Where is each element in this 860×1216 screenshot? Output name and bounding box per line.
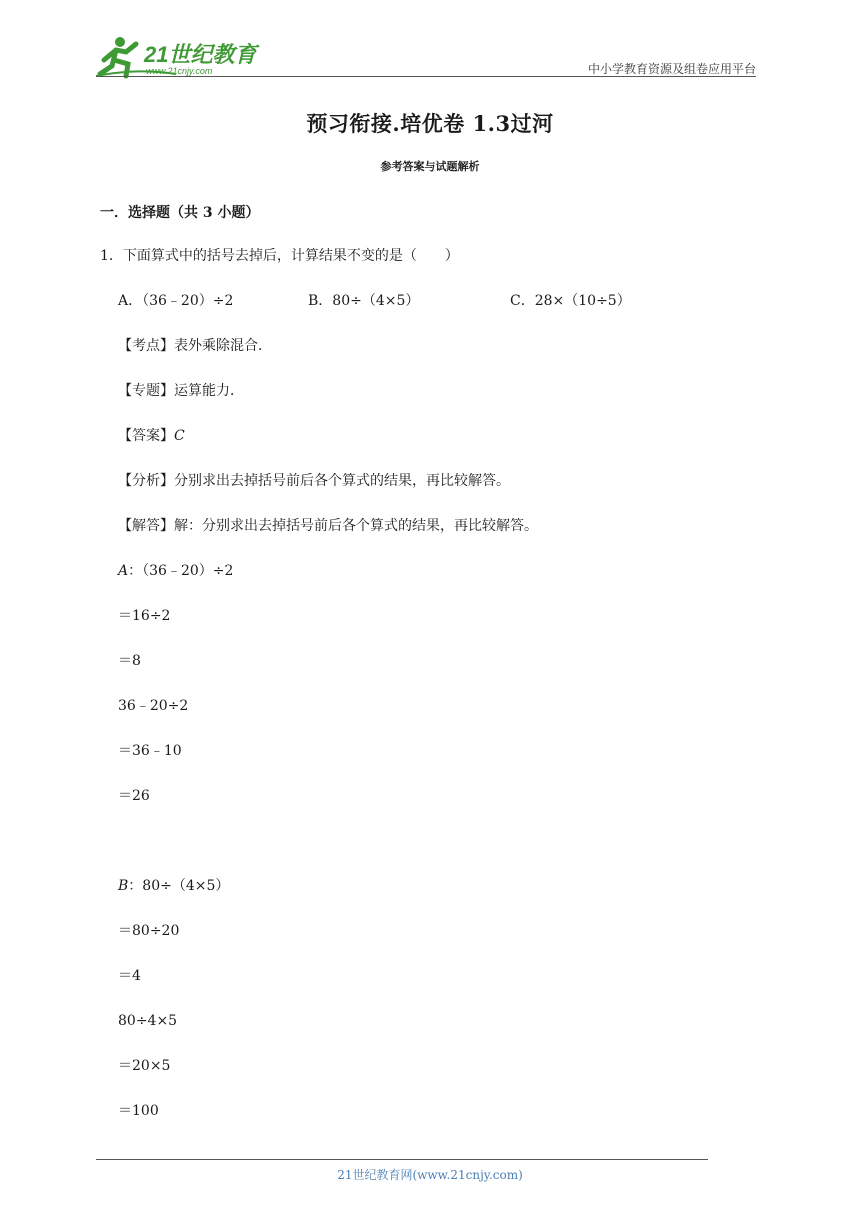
answer-label: 【答案】 (118, 428, 174, 444)
page-title: 预习衔接.培优卷 1.3过河 (306, 111, 554, 136)
work-b-label: B (118, 878, 129, 894)
topic: 【专题】运算能力． (118, 383, 244, 399)
work-a-step: ＝26 (118, 788, 150, 804)
work-a-label: A (118, 563, 129, 579)
option-a: A．（36﹣20）÷2 (118, 293, 234, 309)
work-a-step: 36﹣20÷2 (118, 698, 189, 714)
platform-name: 中小学教育资源及组卷应用平台 (587, 62, 756, 76)
work-b-expression (118, 876, 229, 896)
runner-logo-icon (96, 34, 266, 80)
answer-value: C (174, 428, 185, 444)
work-b-step: 80÷4×5 (118, 1013, 178, 1029)
page-subtitle: 参考答案与试题解析 (380, 160, 480, 173)
solution-text: 【解答】解：分别求出去掉括号前后各个算式的结果，再比较解答。 (118, 518, 538, 534)
work-b-step: ＝80÷20 (118, 923, 180, 939)
analysis-text: 【分析】分别求出去掉括号前后各个算式的结果，再比较解答。 (118, 473, 510, 489)
section-heading: 一．选择题（共 3 小题） (100, 205, 260, 221)
knowledge-point: 【考点】表外乘除混合． (118, 338, 272, 354)
work-a-step: ＝8 (118, 653, 141, 669)
work-b-step: ＝4 (118, 968, 141, 984)
logo-text: 21世纪教育 (144, 42, 257, 67)
logo (96, 34, 266, 80)
header-divider (96, 76, 756, 77)
work-a-expr: ：（36﹣20）÷2 (128, 563, 234, 579)
option-b: B．80÷（4×5） (308, 293, 420, 309)
answer (118, 426, 185, 446)
footer-divider (96, 1159, 708, 1160)
footer-link[interactable]: 21世纪教育网(www.21cnjy.com) (337, 1168, 523, 1182)
option-c: C．28×（10÷5） (510, 293, 631, 309)
work-a-step: ＝16÷2 (118, 608, 171, 624)
work-b-step: ＝100 (118, 1103, 159, 1119)
question-stem: 1．下面算式中的括号去掉后，计算结果不变的是（ ） (100, 248, 459, 264)
work-b-expr: ：80÷（4×5） (128, 878, 230, 894)
work-a-expression (118, 561, 233, 581)
work-b-step: ＝20×5 (118, 1058, 171, 1074)
work-a-step: ＝36﹣10 (118, 743, 182, 759)
logo-url: www.21cnjy.com (146, 66, 213, 76)
